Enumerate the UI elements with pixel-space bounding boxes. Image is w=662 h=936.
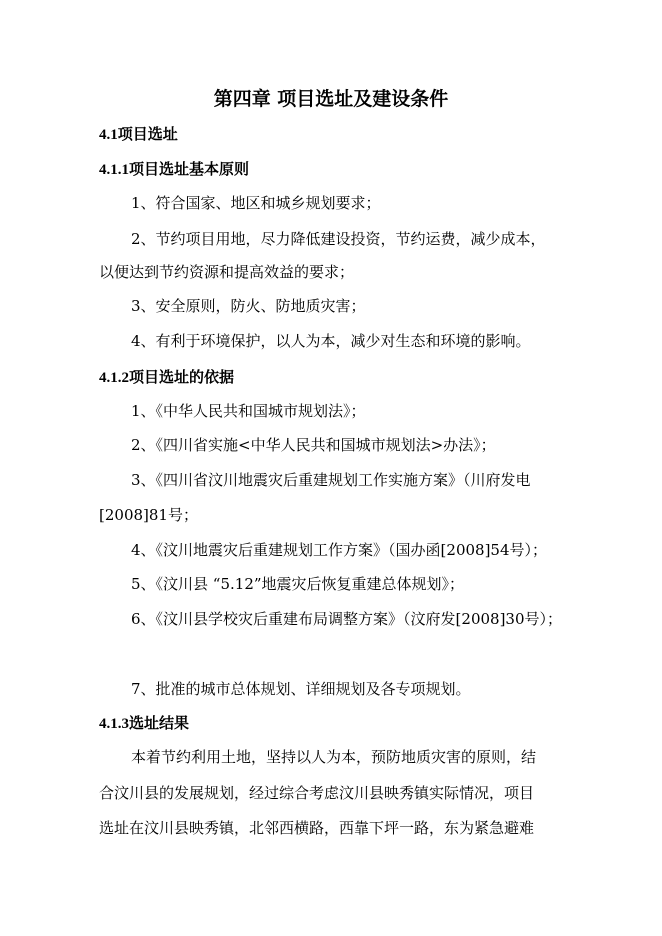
section-number: 4.1.1 bbox=[99, 162, 129, 178]
list-item: 3、《四川省汶川地震灾后重建规划工作实施方案》（川府发电 bbox=[131, 471, 531, 489]
section-4-1-3-heading bbox=[99, 713, 189, 734]
list-item: 1、符合国家、地区和城乡规划要求； bbox=[131, 194, 381, 212]
section-4-1-1-heading bbox=[99, 159, 249, 180]
paragraph-line: 选址在汶川县映秀镇，北邻西横路，西靠下坪一路，东为紧急避难 bbox=[99, 819, 535, 837]
list-item: 5、《汶川县 “5.12”地震灾后恢复重建总体规划》； bbox=[131, 575, 465, 593]
section-title: 项目选址的依据 bbox=[129, 368, 235, 386]
list-item-continuation: [2008]81号； bbox=[99, 506, 198, 524]
section-4-1-2-heading bbox=[99, 367, 234, 388]
list-item: 4、《汶川地震灾后重建规划工作方案》（国办函[2008]54号）； bbox=[131, 541, 548, 559]
paragraph-line: 合汶川县的发展规划，经过综合考虑汶川县映秀镇实际情况，项目 bbox=[99, 784, 535, 802]
list-item: 2、《四川省实施<中华人民共和国城市规划法>办法》； bbox=[131, 436, 496, 454]
section-4-1-heading bbox=[99, 124, 178, 145]
list-item-continuation: 以便达到节约资源和提高效益的要求； bbox=[99, 263, 355, 281]
section-number: 4.1 bbox=[99, 127, 118, 143]
list-item: 6、《汶川县学校灾后重建布局调整方案》（汶府发[2008]30号）； bbox=[131, 610, 563, 628]
list-item: 1、《中华人民共和国城市规划法》； bbox=[131, 402, 366, 420]
list-item: 3、安全原则，防火、防地质灾害； bbox=[131, 297, 366, 315]
section-number: 4.1.2 bbox=[99, 370, 129, 386]
list-item: 4、有利于环境保护，以人为本，减少对生态和环境的影响。 bbox=[131, 332, 531, 350]
section-number: 4.1.3 bbox=[99, 716, 129, 732]
paragraph-line: 本着节约利用土地，坚持以人为本，预防地质灾害的原则，结 bbox=[131, 748, 537, 766]
list-item: 7、批准的城市总体规划、详细规划及各专项规划。 bbox=[131, 680, 471, 698]
section-title: 项目选址 bbox=[117, 125, 178, 143]
section-title: 项目选址基本原则 bbox=[129, 160, 250, 178]
list-item: 2、节约项目用地，尽力降低建设投资，节约运费，减少成本， bbox=[131, 230, 546, 248]
section-title: 选址结果 bbox=[129, 714, 190, 732]
chapter-title: 第四章 项目选址及建设条件 bbox=[213, 88, 449, 110]
